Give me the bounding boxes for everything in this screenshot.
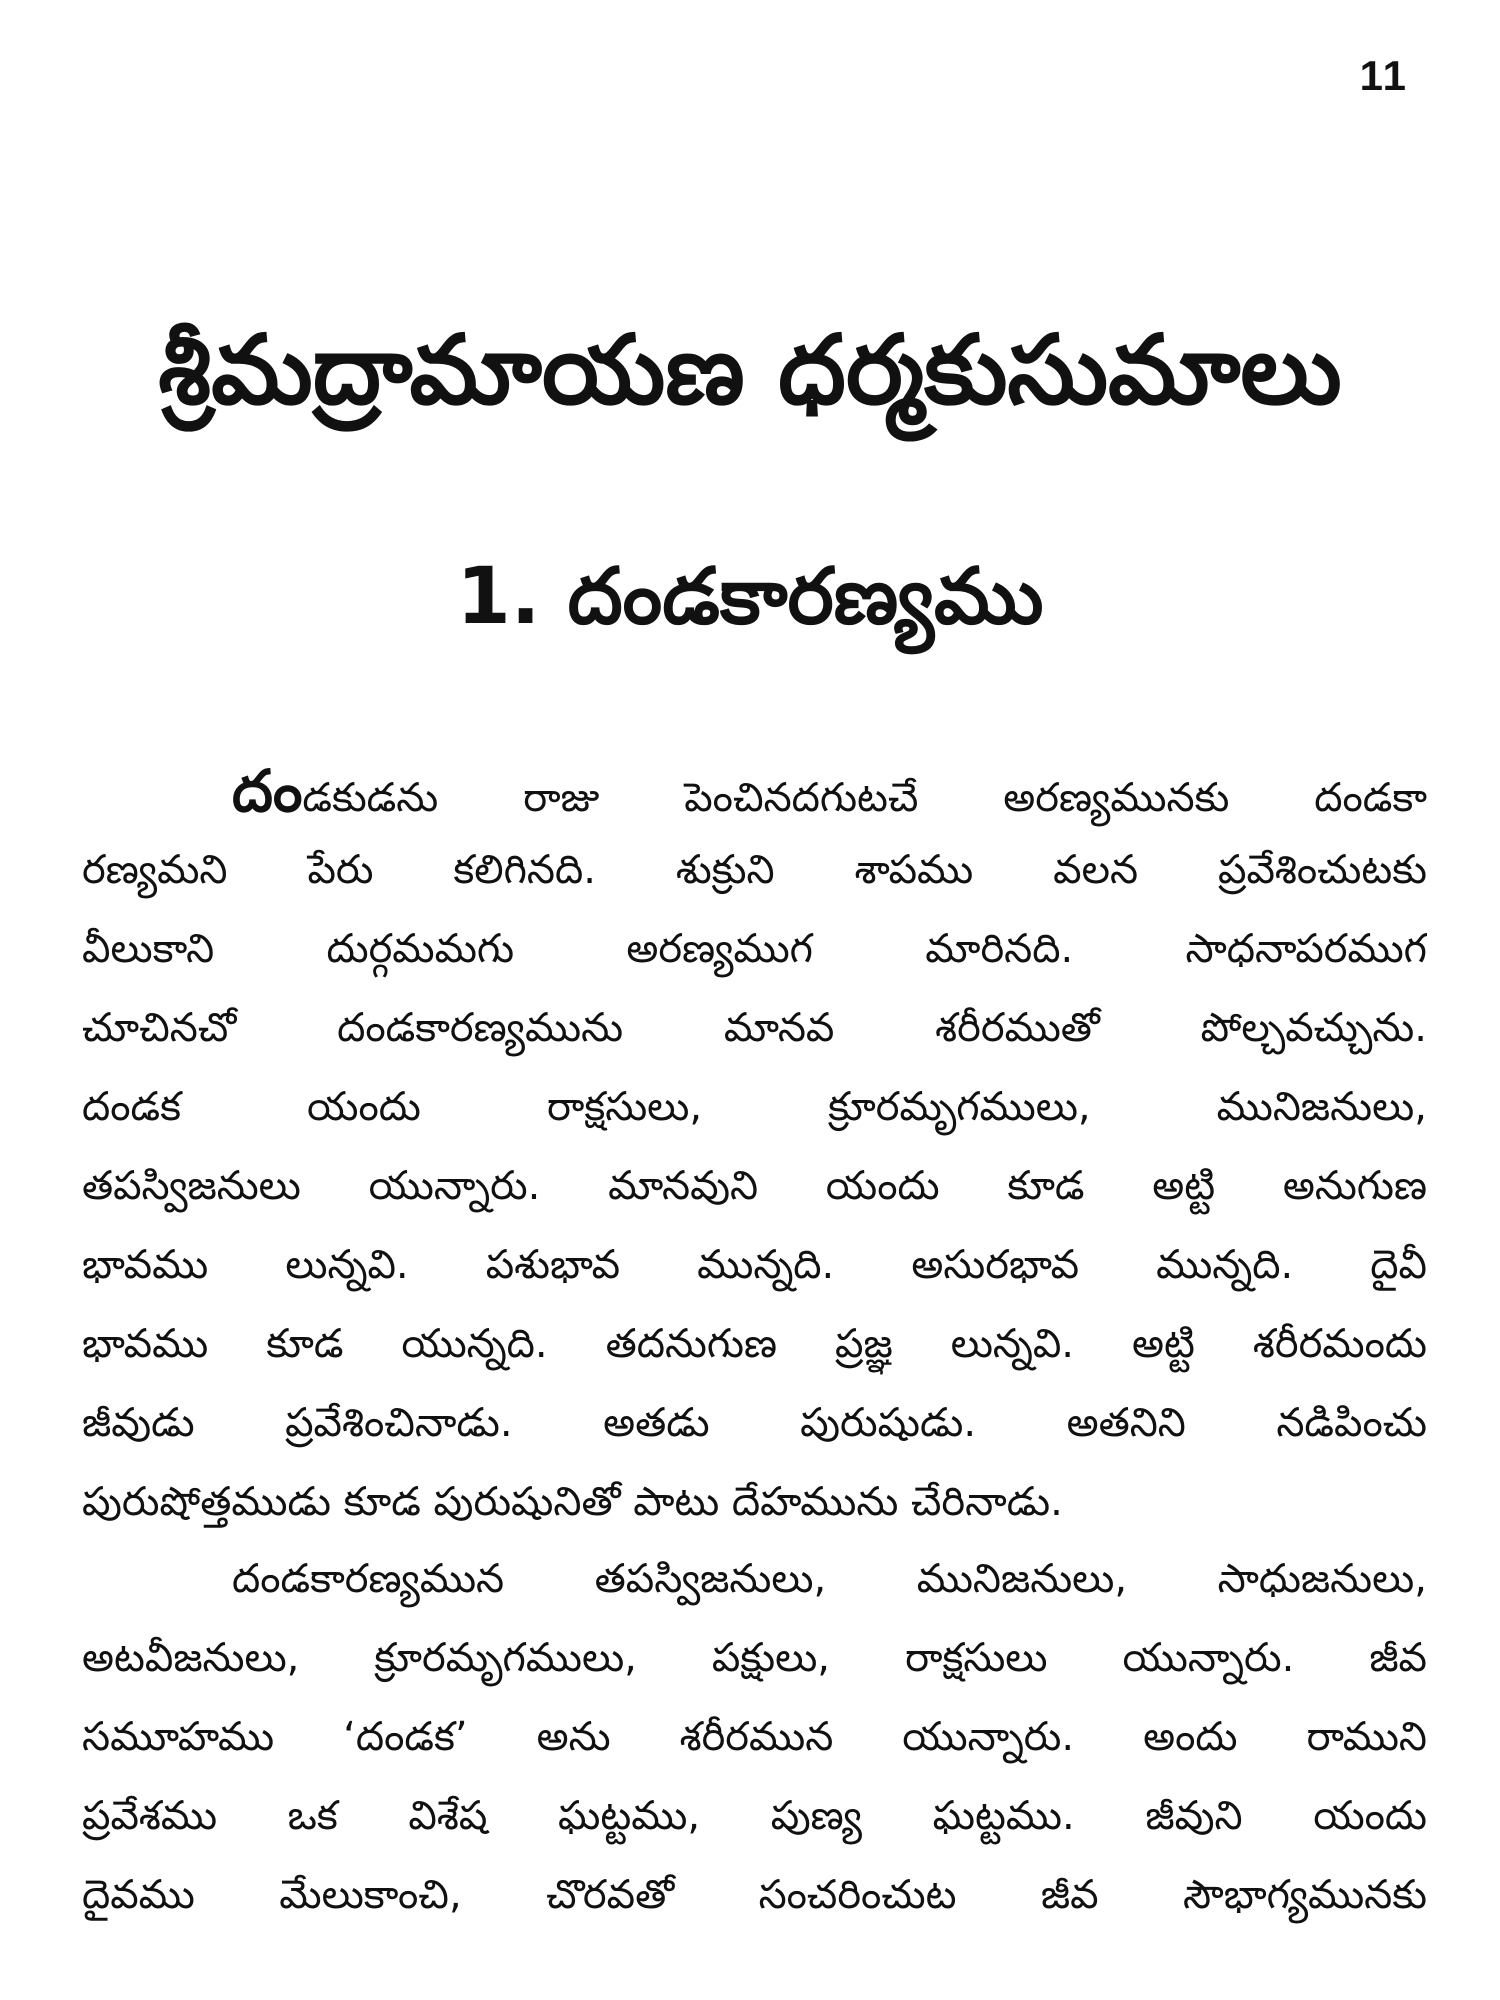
paragraph-line: భావము కూడ యున్నది. తదనుగుణ ప్రజ్ఞ లున్నవి. అట్టి శరీరమందు xyxy=(82,1321,1427,1367)
paragraph-1 xyxy=(82,752,1427,1542)
paragraph-line: తపస్విజనులు యున్నారు. మానవుని యందు కూడ అట్టి అనుగుణ xyxy=(82,1163,1427,1209)
paragraph-line: జీవుడు ప్రవేశించినాడు. అతడు పురుషుడు. అతనిని నడిపించు xyxy=(82,1400,1427,1446)
paragraph-line: పురుషోత్తముడు కూడ పురుషునితో పాటు దేహమును చేరినాడు. xyxy=(82,1479,1063,1525)
paragraph-line: వీలుకాని దుర్గమమగు అరణ్యముగ మారినది. సాధనాపరముగ xyxy=(82,926,1427,972)
chapter-heading: 1. దండకారణ్యము xyxy=(456,552,1044,642)
paragraph-line: దండకుడను రాజు పెంచినదగుటచే అరణ్యమునకు దండకా xyxy=(232,757,1427,825)
paragraph-line: రణ్యమని పేరు కలిగినది. శుక్రుని శాపము వలన ప్రవేశించుటకు xyxy=(82,847,1427,893)
paragraph-2 xyxy=(82,1540,1427,1935)
drop-cap: దం xyxy=(232,757,303,825)
paragraph-line: దండకారణ్యమున తపస్విజనులు, మునిజనులు, సాధుజనులు, xyxy=(232,1556,1427,1602)
paragraph-line: దైవము మేలుకాంచి, చొరవతో సంచరించుట జీవ సౌభాగ్యమునకు xyxy=(82,1872,1427,1918)
paragraph-line: సమూహము ‘దండక’ అను శరీరమున యున్నారు. అందు రాముని xyxy=(82,1714,1427,1760)
paragraph-line: ప్రవేశము ఒక విశేష ఘట్టము, పుణ్య ఘట్టము. జీవుని యందు xyxy=(82,1793,1427,1839)
paragraph-line: భావము లున్నవి. పశుభావ మున్నది. అసురభావ మున్నది. దైవీ xyxy=(82,1242,1427,1288)
paragraph-line: చూచినచో దండకారణ్యమును మానవ శరీరముతో పోల్చవచ్చును. xyxy=(82,1005,1427,1051)
page-number: 11 xyxy=(1359,52,1408,99)
paragraph-line: అటవీజనులు, క్రూరమృగములు, పక్షులు, రాక్షసులు యున్నారు. జీవ xyxy=(82,1635,1427,1681)
paragraph-line: దండక యందు రాక్షసులు, క్రూరమృగములు, మునిజనులు, xyxy=(82,1084,1427,1130)
book-title: శ్రీమద్రామాయణ ధర్మకుసుమాలు xyxy=(158,314,1342,426)
